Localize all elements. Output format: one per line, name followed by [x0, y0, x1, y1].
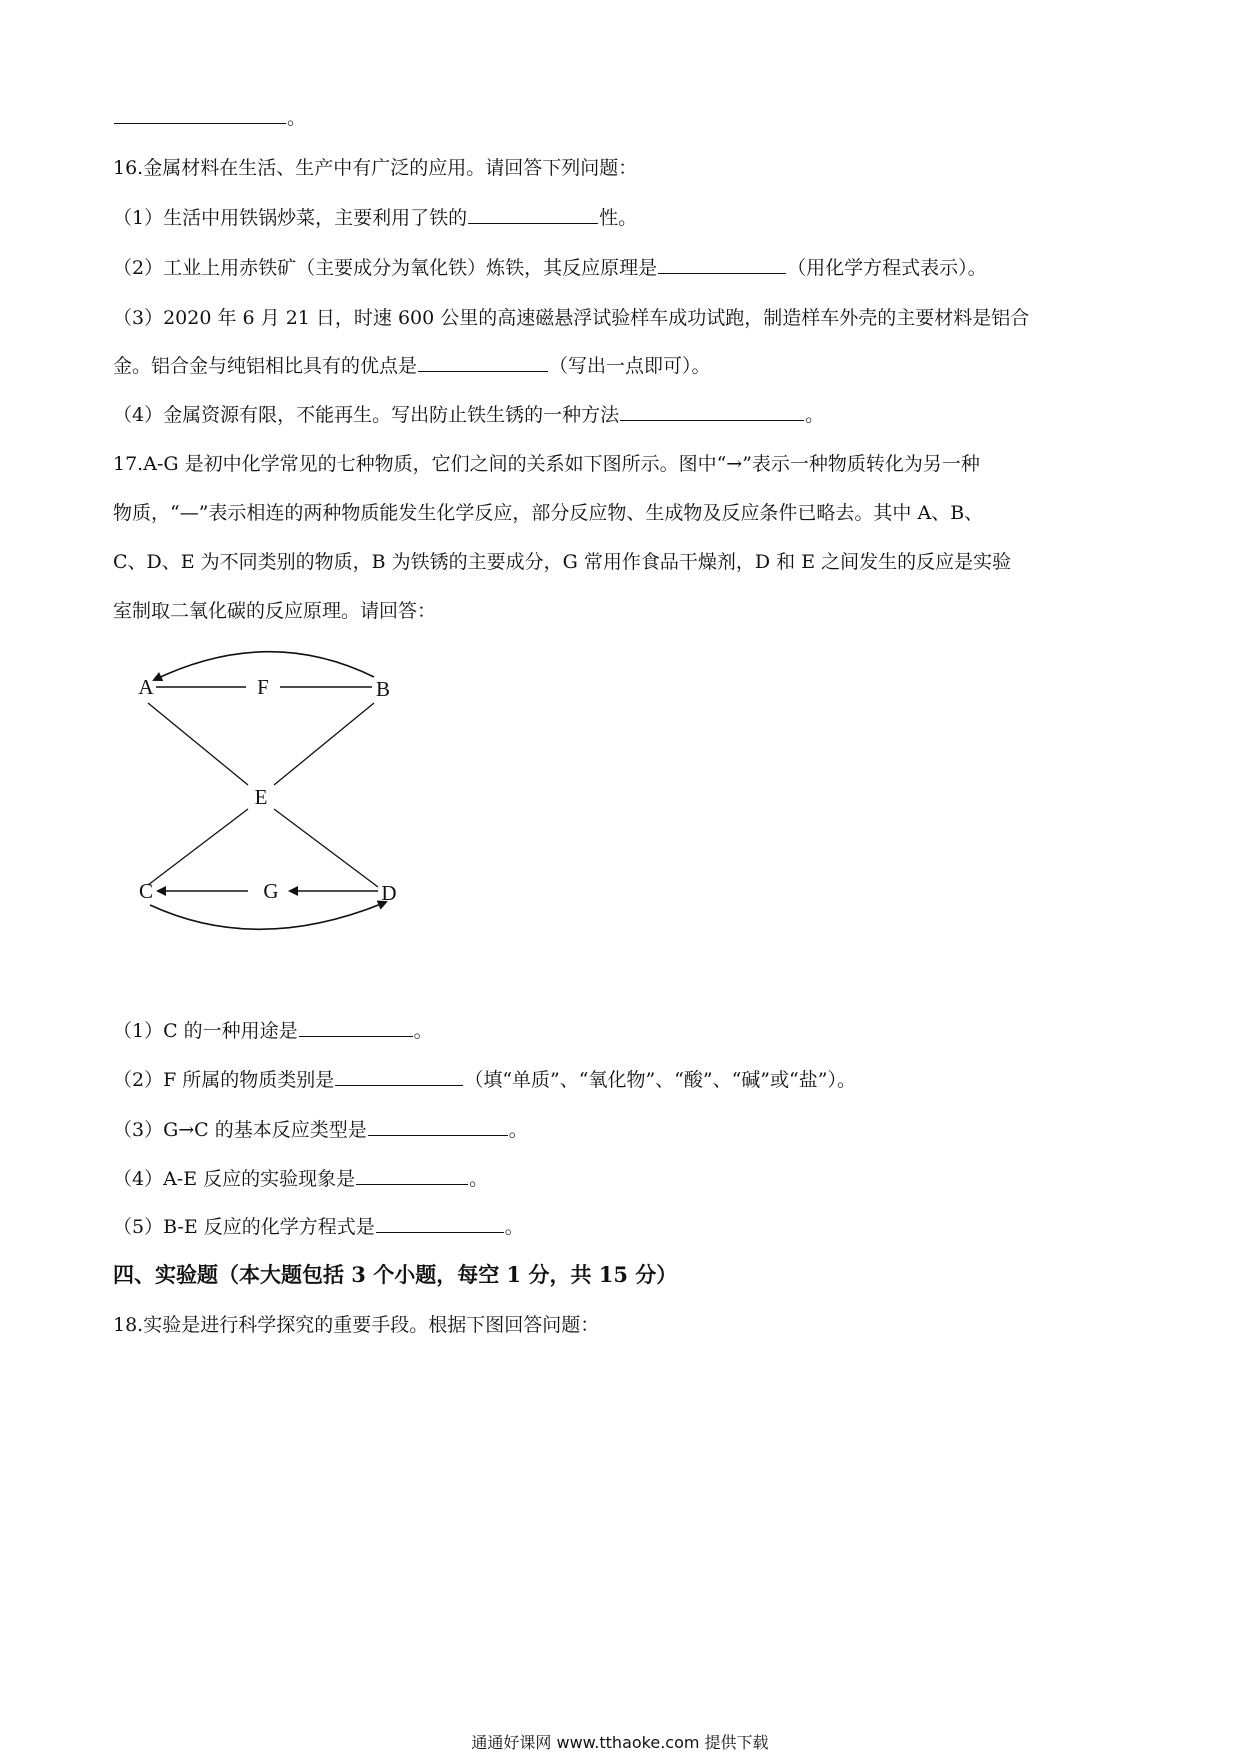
answer-blank [620, 402, 804, 421]
answer-blank [356, 1166, 468, 1185]
q17-part4: （4）A-E 反应的实验现象是 。 [113, 1168, 489, 1190]
arrow-c-to-d [150, 902, 386, 929]
answer-blank [299, 1018, 413, 1037]
q17-part5: （5）B-E 反应的化学方程式是 。 [113, 1216, 524, 1238]
edge-b-e [274, 703, 374, 785]
q17-stem-line4: 室制取二氧化碳的反应原理。请回答： [113, 600, 437, 622]
q17-part2: （2）F 所属的物质类别是 （填“单质”、“氧化物”、“酸”、“碱”或“盐”）。 [113, 1069, 856, 1091]
q17-stem-line1: 17.A-G 是初中化学常见的七种物质，它们之间的关系如下图所示。图中“→”表示一种物质转化为另一种 [113, 453, 980, 475]
q16-stem: 16.金属材料在生活、生产中有广泛的应用。请回答下列问题： [113, 157, 638, 179]
node-a-label: A [138, 675, 154, 699]
answer-blank [418, 353, 548, 372]
q17-part3: （3）G→C 的基本反应类型是 。 [113, 1119, 528, 1141]
node-g-label: G [263, 879, 279, 903]
node-f-label: F [257, 675, 269, 699]
q16-part3-line1: （3）2020 年 6 月 21 日，时速 600 公里的高速磁悬浮试验样车成功试跑，制造样车外壳的主要材料是铝合 [113, 307, 1030, 329]
q17-part1: （1）C 的一种用途是 。 [113, 1020, 433, 1042]
node-c-label: C [138, 879, 154, 903]
section-4-heading: 四、实验题（本大题包括 3 个小题，每空 1 分，共 15 分） [113, 1262, 678, 1287]
page-footer: 通通好课网 www.tthaoke.com 提供下载 [471, 1733, 769, 1752]
edge-a-e [148, 703, 248, 785]
answer-blank [658, 255, 786, 274]
answer-blank [368, 1117, 508, 1136]
reaction-relationship-diagram [118, 635, 418, 935]
node-e-label: E [254, 785, 268, 809]
edge-e-d [274, 809, 378, 887]
answer-blank [376, 1214, 504, 1233]
q18-stem: 18.实验是进行科学探究的重要手段。根据下图回答问题： [113, 1314, 600, 1336]
q16-part2: （2）工业上用赤铁矿（主要成分为氧化铁）炼铁，其反应原理是 （用化学方程式表示）。 [113, 257, 987, 279]
q16-part1: （1）生活中用铁锅炒菜，主要利用了铁的 性。 [113, 207, 638, 229]
answer-blank [114, 105, 286, 124]
node-b-label: B [375, 677, 391, 701]
q17-stem-line3: C、D、E 为不同类别的物质，B 为铁锈的主要成分，G 常用作食品干燥剂，D 和 E 之间发生的反应是实验 [113, 551, 1012, 573]
node-d-label: D [381, 881, 397, 905]
q16-part3-line2: 金。铝合金与纯铝相比具有的优点是 （写出一点即可）。 [113, 355, 711, 377]
answer-blank [468, 205, 598, 224]
answer-line-prev: 。 [113, 105, 306, 131]
q17-stem-line2: 物质，“—”表示相连的两种物质能发生化学反应，部分反应物、生成物及反应条件已略去。其中 A、B、 [113, 502, 984, 524]
edge-e-c [148, 809, 248, 885]
answer-blank [335, 1067, 463, 1086]
q16-part4: （4）金属资源有限，不能再生。写出防止铁生锈的一种方法 。 [113, 404, 825, 426]
